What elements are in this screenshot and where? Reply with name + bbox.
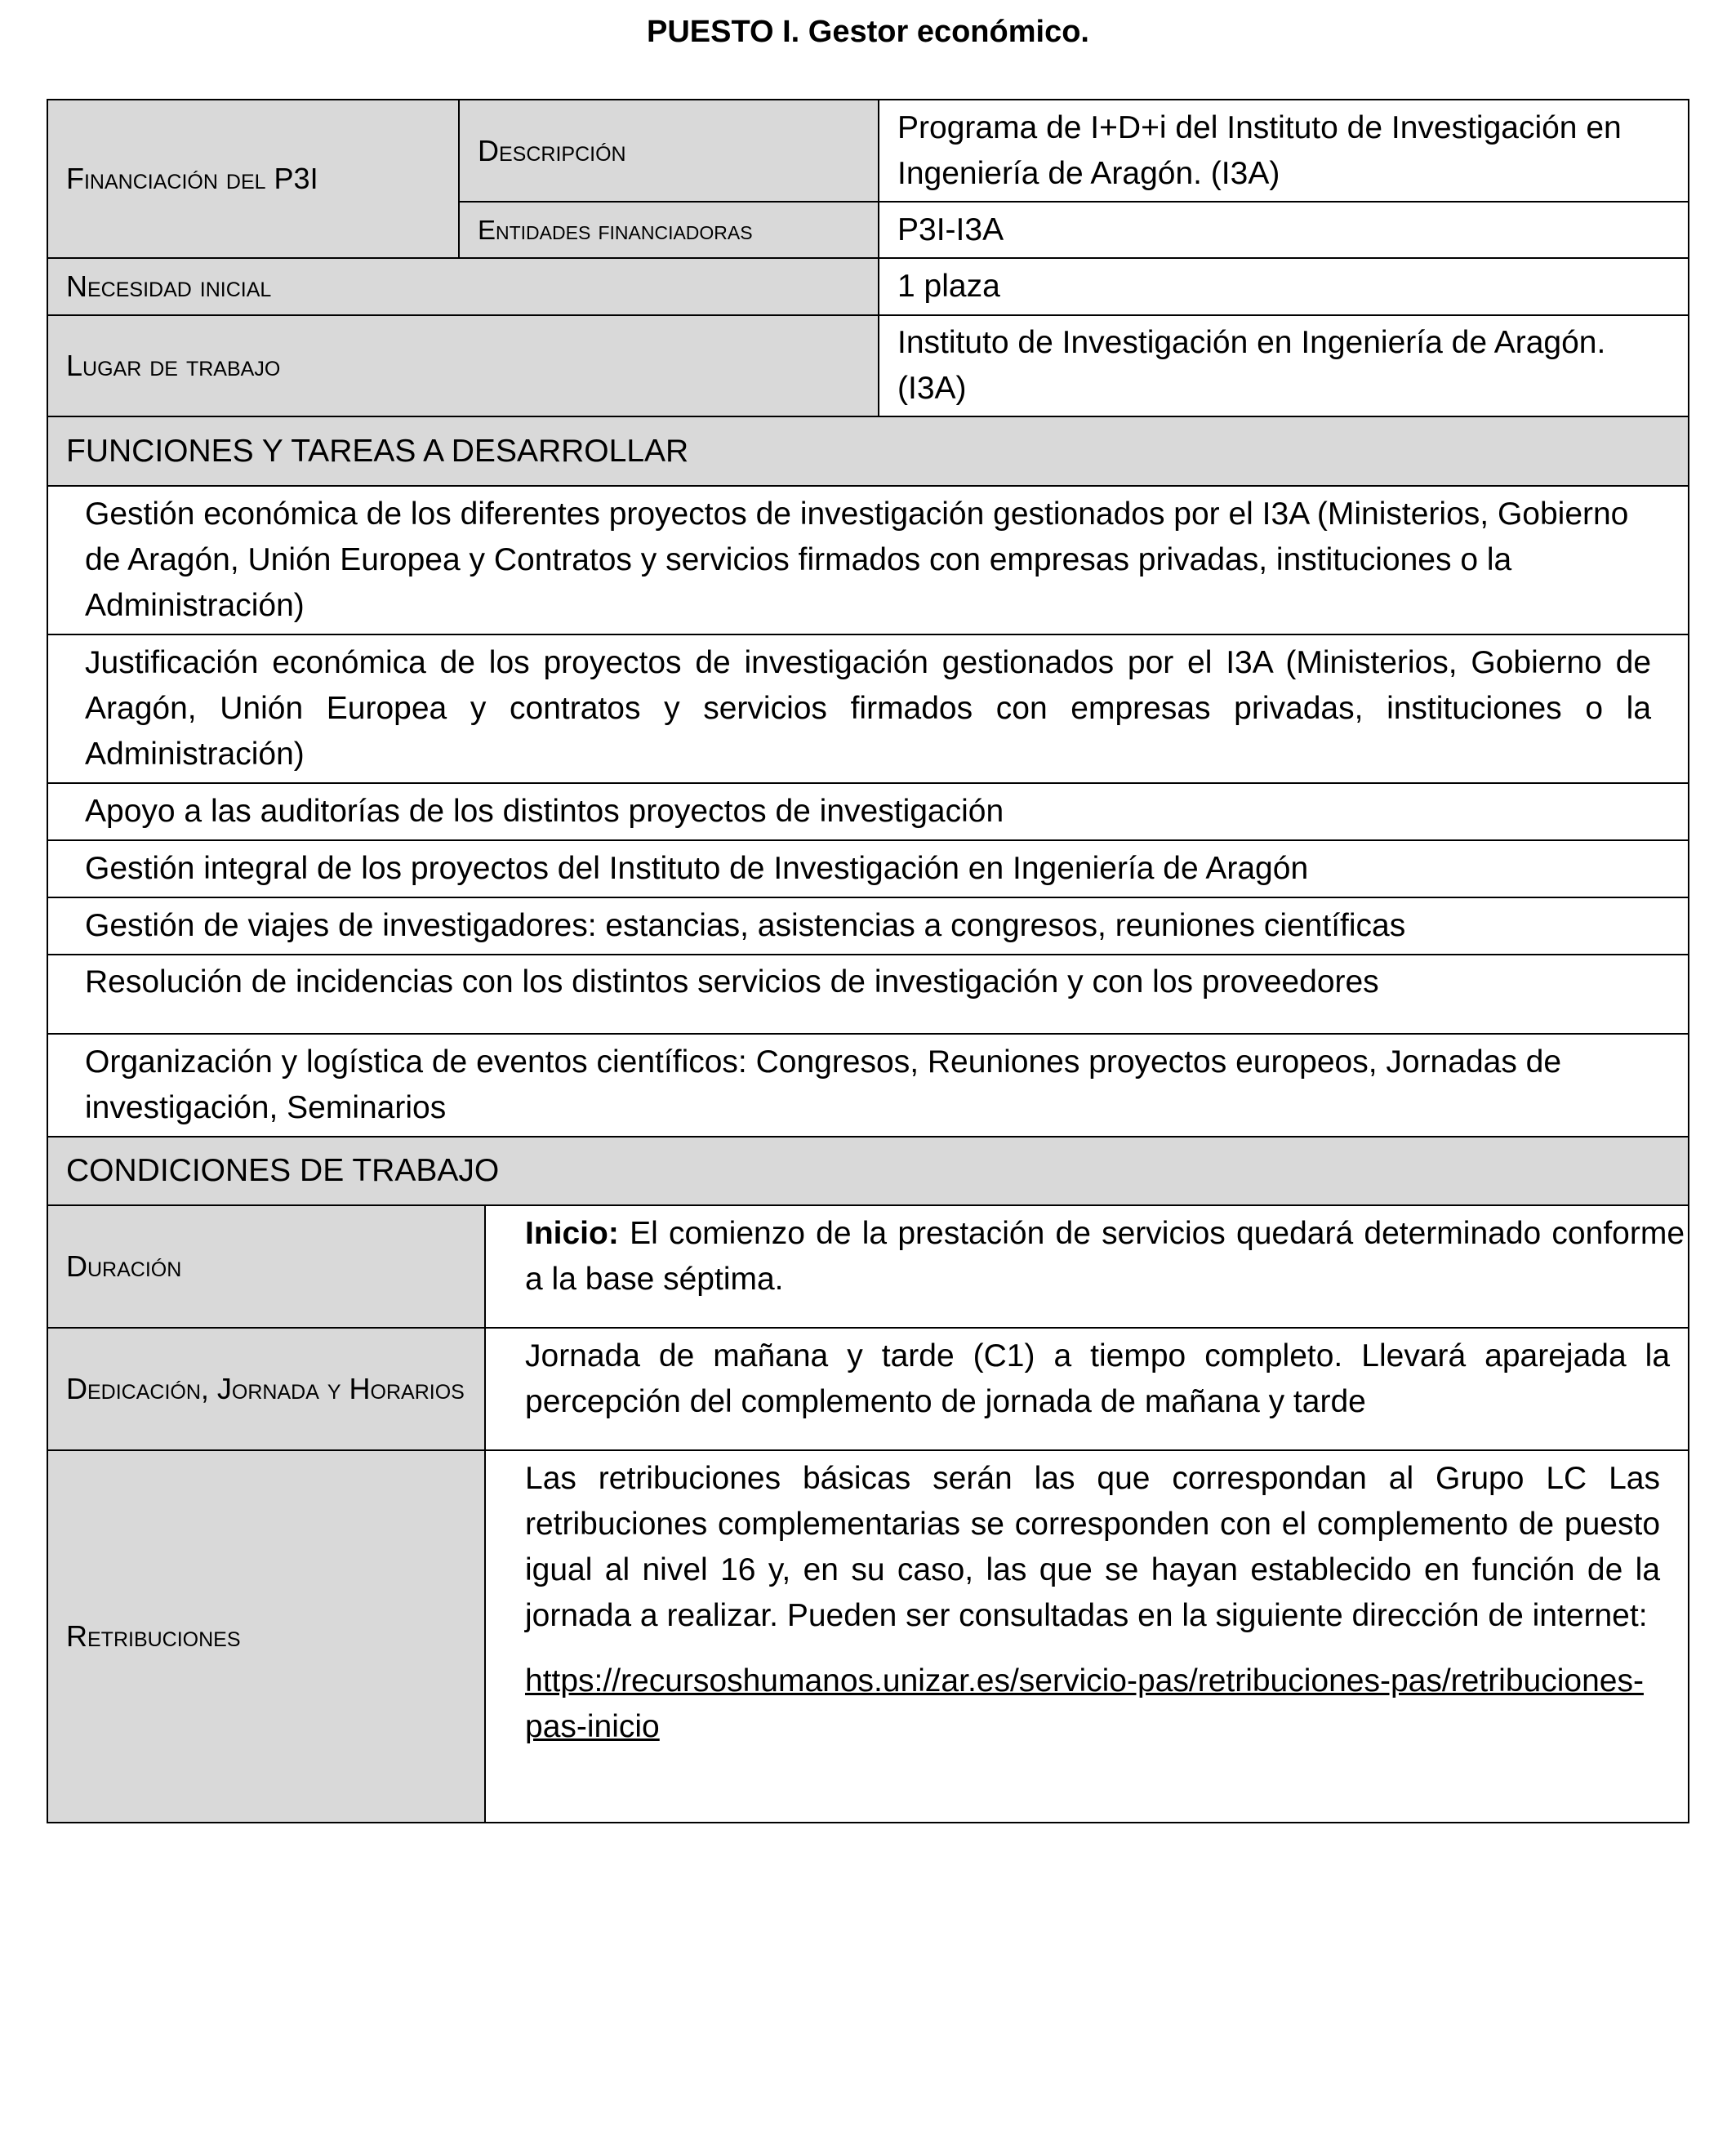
task-row <box>47 634 1689 783</box>
duracion-text: El comienzo de la prestación de servicios quedará determinado conforme a la base séptima. <box>525 1216 1685 1297</box>
task-row <box>47 1034 1689 1137</box>
duracion-bold: Inicio: <box>525 1216 619 1251</box>
financiacion-label: Financiación del P3I <box>47 100 459 258</box>
necesidad-label: Necesidad inicial <box>47 258 879 315</box>
necesidad-value: 1 plaza <box>879 258 1689 315</box>
task-row <box>47 897 1689 955</box>
task-item: Resolución de incidencias con los distintos servicios de investigación y con los proveedores <box>47 955 1689 1034</box>
duracion-value <box>485 1205 1689 1328</box>
necesidad-row <box>47 258 1689 315</box>
task-row <box>47 783 1689 840</box>
duracion-row <box>47 1205 1689 1328</box>
entidades-value: P3I-I3A <box>879 202 1689 258</box>
task-row <box>47 840 1689 897</box>
funciones-header-row <box>47 416 1689 486</box>
task-item: Gestión económica de los diferentes proyectos de investigación gestionados por el I3A (Ministerios, Gobierno de Aragón, Unión Europea y Contratos y servicios firmados con empresas privadas, instituciones o la Administración) <box>47 486 1689 634</box>
entidades-label: Entidades financiadoras <box>459 202 879 258</box>
task-item: Apoyo a las auditorías de los distintos proyectos de investigación <box>47 783 1689 840</box>
lugar-row <box>47 315 1689 416</box>
condiciones-header: CONDICIONES DE TRABAJO <box>47 1137 1689 1205</box>
condiciones-header-row <box>47 1137 1689 1205</box>
retribuciones-row <box>47 1450 1689 1823</box>
dedicacion-value: Jornada de mañana y tarde (C1) a tiempo completo. Llevará aparejada la percepción del complemento de jornada de mañana y tarde <box>485 1328 1689 1450</box>
descripcion-value: Programa de I+D+i del Instituto de Investigación en Ingeniería de Aragón. (I3A) <box>879 100 1689 202</box>
descripcion-label: Descripción <box>459 100 879 202</box>
page-title: PUESTO I. Gestor económico. <box>647 15 1089 49</box>
task-item: Organización y logística de eventos científicos: Congresos, Reuniones proyectos europeos, Jornadas de investigación, Seminarios <box>47 1034 1689 1137</box>
task-row <box>47 955 1689 1034</box>
job-table <box>47 99 1689 1823</box>
retribuciones-link-line <box>525 1658 1660 1750</box>
funciones-header: FUNCIONES Y TAREAS A DESARROLLAR <box>47 416 1689 486</box>
task-item: Gestión integral de los proyectos del Instituto de Investigación en Ingeniería de Aragón <box>47 840 1689 897</box>
retribuciones-text: Las retribuciones básicas serán las que correspondan al Grupo LC Las retribuciones complementarias se corresponden con el complemento de puesto igual al nivel 16 y, en su caso, las que se hayan establecido en función de la jornada a realizar. Pueden ser consultadas en la siguiente dirección de internet: <box>525 1461 1661 1633</box>
dedicacion-row <box>47 1328 1689 1450</box>
task-row <box>47 486 1689 634</box>
financiacion-row-1 <box>47 100 1689 202</box>
task-item: Gestión de viajes de investigadores: estancias, asistencias a congresos, reuniones científicas <box>47 897 1689 955</box>
duracion-label: Duración <box>47 1205 485 1328</box>
lugar-value: Instituto de Investigación en Ingeniería de Aragón. (I3A) <box>879 315 1689 416</box>
task-item: Justificación económica de los proyectos de investigación gestionados por el I3A (Ministerios, Gobierno de Aragón, Unión Europea y contratos y servicios firmados con empresas privadas, instituciones o la Administración) <box>47 634 1689 783</box>
retribuciones-value <box>485 1450 1689 1823</box>
retribuciones-link[interactable]: https://recursoshumanos.unizar.es/servicio-pas/retribuciones-pas/retribuciones-pas-inicio <box>525 1663 1644 1744</box>
dedicacion-label: Dedicación, Jornada y Horarios <box>47 1328 485 1450</box>
lugar-label: Lugar de trabajo <box>47 315 879 416</box>
retribuciones-label: Retribuciones <box>47 1450 485 1823</box>
